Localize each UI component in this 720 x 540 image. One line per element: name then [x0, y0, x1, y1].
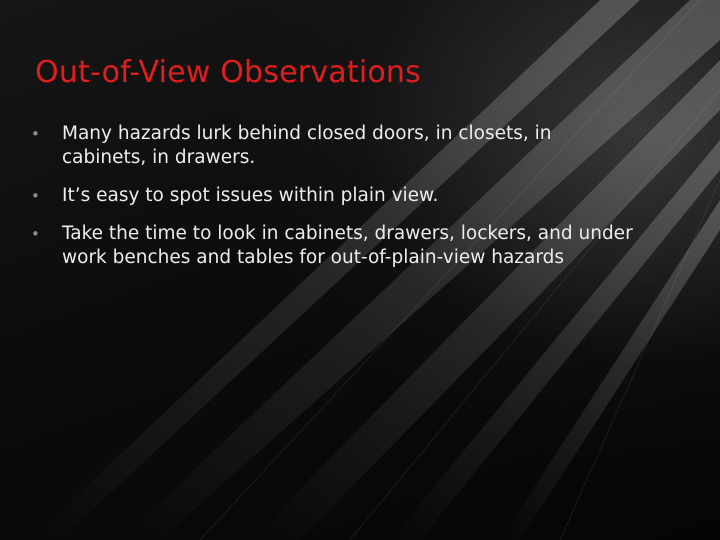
bullet-text: Many hazards lurk behind closed doors, in closets, in cabinets, in drawers.: [62, 123, 552, 168]
bullet-icon: •: [31, 225, 40, 243]
bullet-icon: •: [31, 187, 40, 205]
bullet-text: It’s easy to spot issues within plain view.: [62, 185, 439, 206]
bullet-list: [28, 122, 638, 284]
bullet-icon: •: [31, 125, 40, 143]
slide-title: Out-of-View Observations: [35, 55, 421, 90]
bullet-text: Take the time to look in cabinets, drawers, lockers, and under work benches and tables for out-of-plain-view hazards: [62, 223, 633, 268]
bullet-item: [28, 222, 638, 270]
bullet-item: [28, 184, 638, 208]
bullet-item: [28, 122, 638, 170]
